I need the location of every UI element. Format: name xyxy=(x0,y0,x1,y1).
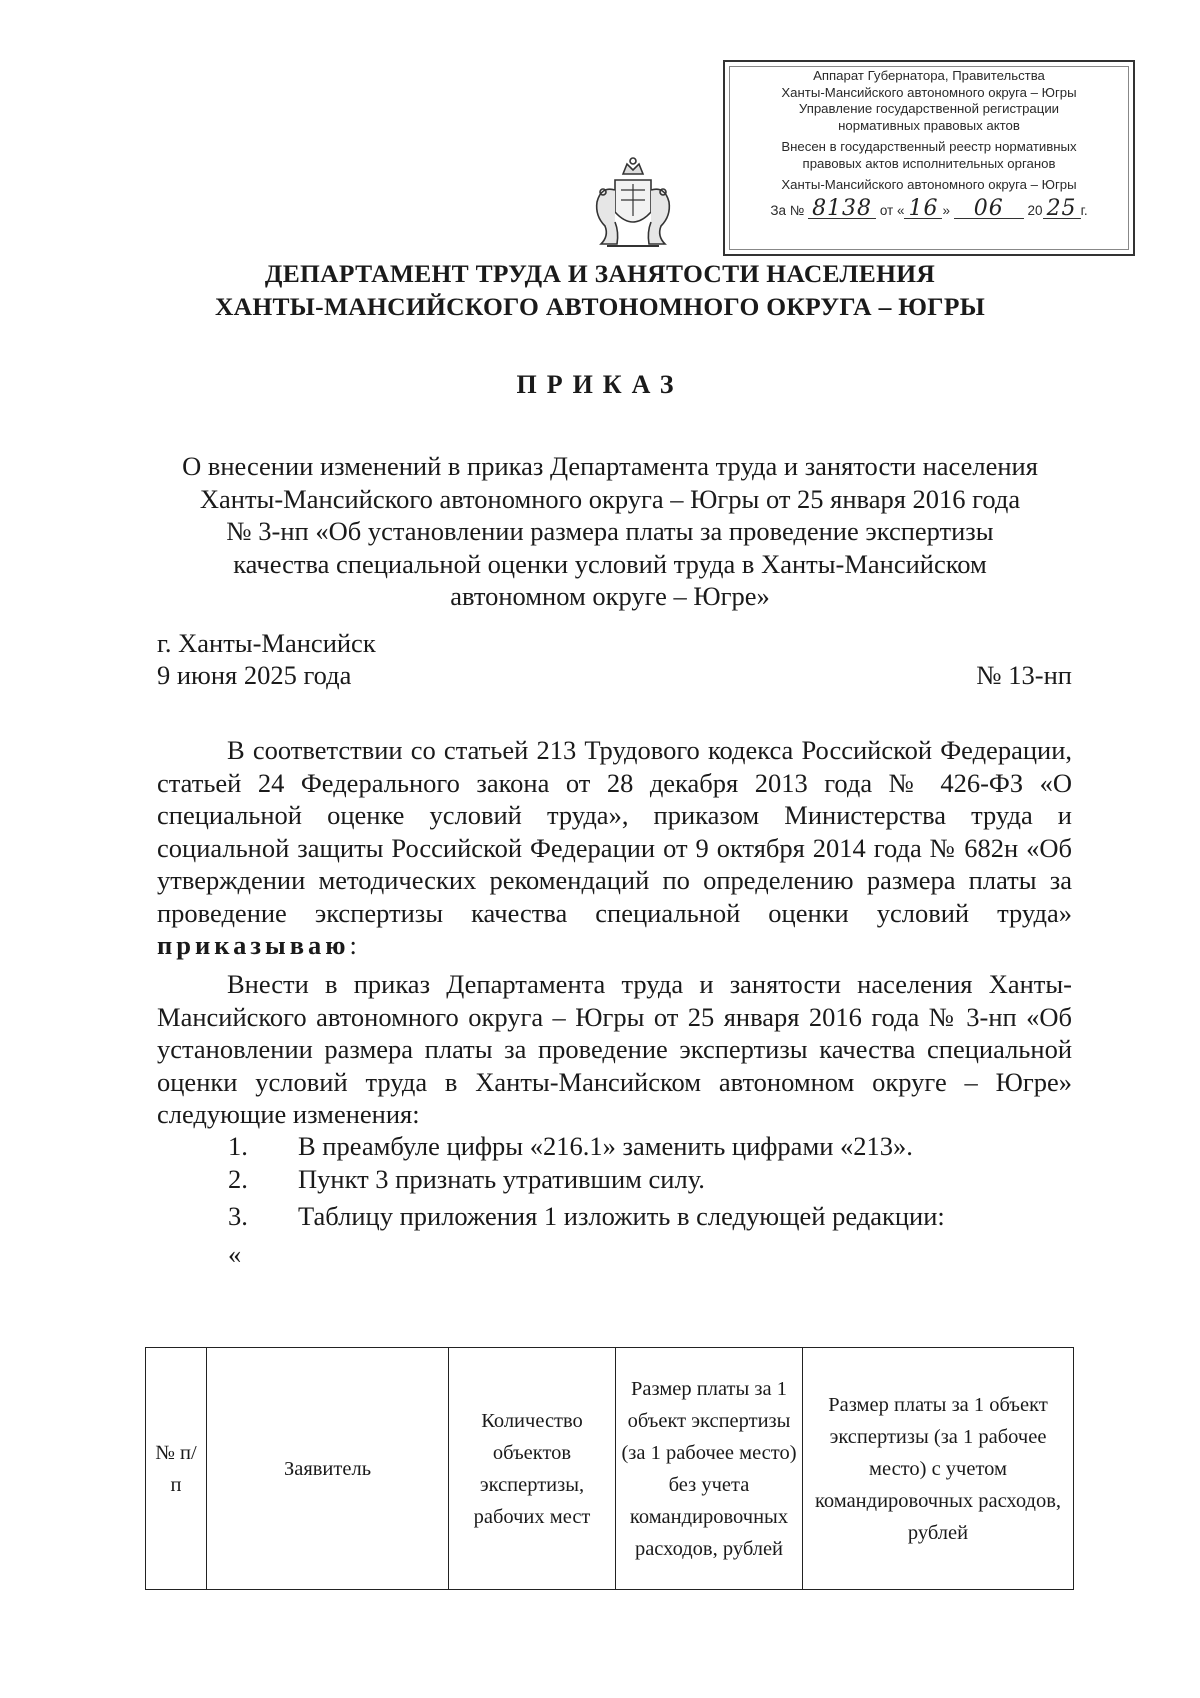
title-line: О внесении изменений в приказ Департамента труда и занятости населения xyxy=(182,451,1038,481)
department-name-line1: ДЕПАРТАМЕНТ ТРУДА И ЗАНЯТОСТИ НАСЕЛЕНИЯ xyxy=(264,259,936,288)
stamp-line: Аппарат Губернатора, Правительства xyxy=(813,68,1045,83)
title-line: качества специальной оценки условий труда в Ханты-Мансийском xyxy=(233,548,987,579)
order-number: № 13-нп xyxy=(976,660,1072,690)
stamp-line: Ханты-Мансийского автономного округа – Югры xyxy=(781,177,1077,192)
header-number: № п/п xyxy=(146,1348,207,1590)
list-item-number: 1. xyxy=(228,1131,248,1161)
amendment-paragraph: Внести в приказ Департамента труда и занятости населения Ханты-Мансийского автономного округа – Югры от 25 января 2016 года № 3-нп «Об установлении размера платы за проведение экспертизы качества специальной оценки условий труда в Ханты-Мансийском автономном округе – Югре» следующие изменения: xyxy=(157,969,1072,1129)
registration-stamp xyxy=(723,60,1135,256)
header-fee-with-travel: Размер платы за 1 объект экспертизы (за 1 рабочее место) с учетом командировочных расходов, рублей xyxy=(803,1348,1074,1590)
stamp-line: Управление государственной регистрации xyxy=(798,101,1060,116)
list-item xyxy=(228,1130,913,1162)
order-word: приказываю xyxy=(157,930,350,960)
document-title xyxy=(150,450,1070,613)
stamp-month: 06 xyxy=(954,200,1024,219)
list-item-text: Таблицу приложения 1 изложить в следующей редакции: xyxy=(298,1201,945,1231)
stamp-quote: » xyxy=(942,202,950,218)
stamp-line: правовых актов исполнительных органов xyxy=(802,155,1056,171)
open-quote: « xyxy=(228,1239,242,1269)
stamp-day: 16 xyxy=(904,200,942,219)
order-colon: : xyxy=(349,930,357,960)
stamp-reg-number: 8138 xyxy=(808,200,876,219)
title-line: Ханты-Мансийского автономного округа – Югры от 25 января 2016 года xyxy=(199,483,1021,514)
stamp-line: Ханты-Мансийского автономного округа – Югры xyxy=(781,84,1077,100)
header-object-count: Количество объектов экспертизы, рабочих мест xyxy=(449,1348,616,1590)
table-header-row xyxy=(146,1348,1074,1590)
department-name-line2: ХАНТЫ-МАНСИЙСКОГО АВТОНОМНОГО ОКРУГА – ЮГРЫ xyxy=(214,292,986,321)
title-line: № 3-нп «Об установлении размера платы за проведение экспертизы xyxy=(226,516,994,546)
list-item-text: В преамбуле цифры «216.1» заменить цифрами «213». xyxy=(298,1131,913,1161)
preamble-text: В соответствии со статьей 213 Трудового кодекса Российской Федерации, статьей 24 Федерального закона от 28 декабря 2013 года № 426-ФЗ «О специальной оценке условий труда», приказом Министерства труда и социальной защиты Российской Федерации от 9 октября 2014 года № 682н «Об утверждении методических рекомендаций по определению размера платы за проведение экспертизы качества специальной оценки условий труда» xyxy=(157,735,1072,928)
city: г. Ханты-Мансийск xyxy=(157,628,376,658)
list-item-number: 2. xyxy=(228,1164,248,1194)
stamp-line: нормативных правовых актов xyxy=(838,117,1020,133)
header-applicant: Заявитель xyxy=(207,1348,449,1590)
list-item-number: 3. xyxy=(228,1201,248,1231)
stamp-registration-row xyxy=(731,195,1127,221)
stamp-reg-prefix: За № xyxy=(770,202,805,218)
stamp-from: от « xyxy=(879,202,905,218)
order-date: 9 июня 2025 года xyxy=(157,660,352,690)
coat-of-arms-icon xyxy=(587,150,679,250)
stamp-year-prefix: 20 xyxy=(1027,202,1043,218)
title-line: автономном округе – Югре» xyxy=(450,581,770,611)
preamble-paragraph xyxy=(157,734,1072,962)
stamp-year-end: г. xyxy=(1080,202,1088,218)
document-type: ПРИКАЗ xyxy=(516,370,684,399)
fee-table xyxy=(145,1347,1074,1590)
list-item xyxy=(228,1163,705,1195)
stamp-line: Внесен в государственный реестр нормативных xyxy=(781,139,1077,154)
list-item-text: Пункт 3 признать утратившим силу. xyxy=(298,1164,705,1194)
list-item xyxy=(228,1200,945,1232)
stamp-year: 25 xyxy=(1043,200,1081,219)
header-fee-without-travel: Размер платы за 1 объект экспертизы (за 1 рабочее место) без учета командировочных расходов, рублей xyxy=(616,1348,803,1590)
